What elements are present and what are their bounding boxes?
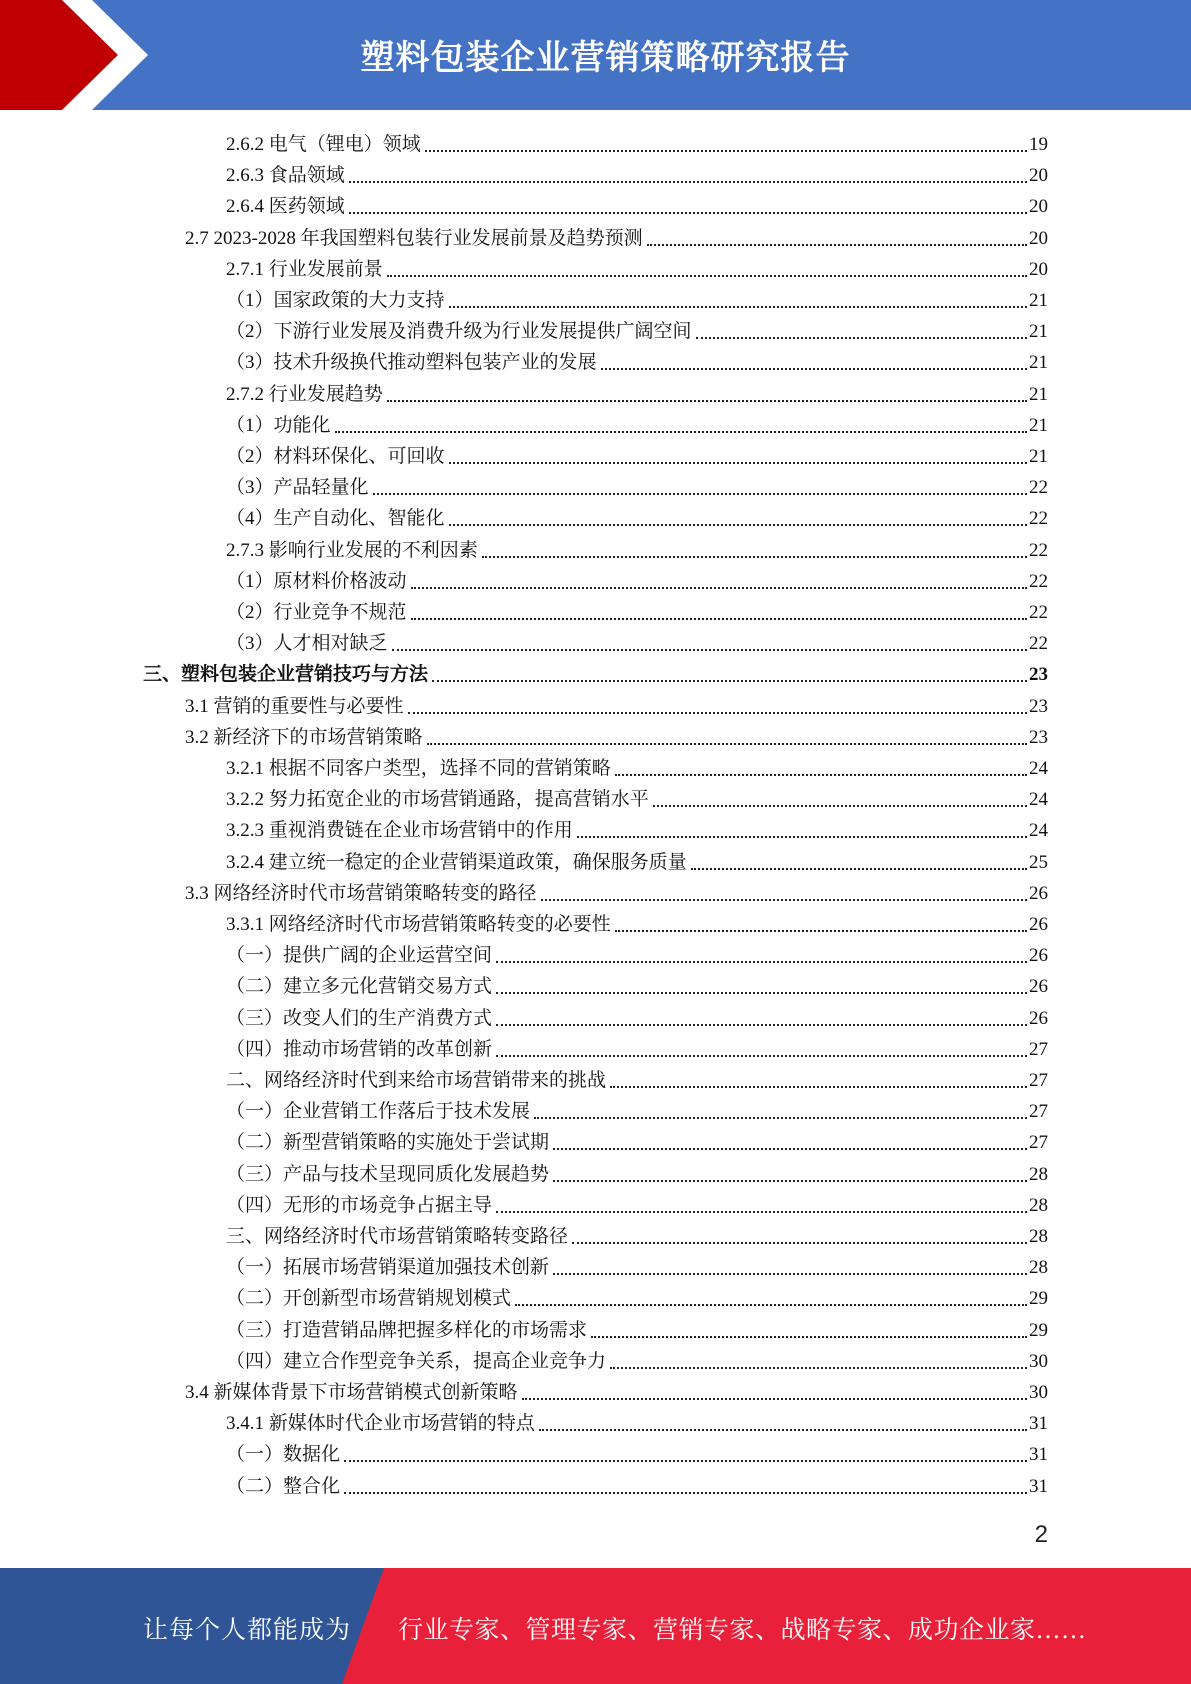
toc-entry[interactable] <box>226 377 1048 408</box>
toc-leader-dots <box>522 1397 1027 1400</box>
toc-entry[interactable] <box>226 345 1048 376</box>
toc-entry[interactable] <box>226 969 1048 1000</box>
toc-entry[interactable] <box>226 1188 1048 1219</box>
toc-entry[interactable] <box>185 720 1048 751</box>
toc-entry-label: 2.7.1 行业发展前景 <box>226 258 383 280</box>
toc-entry[interactable] <box>226 845 1048 876</box>
toc-entry[interactable] <box>143 657 1048 688</box>
toc-entry-label: 2.6.2 电气（锂电）领域 <box>226 134 421 155</box>
toc-entry-page: 23 <box>1029 695 1048 717</box>
toc-entry-page: 22 <box>1029 633 1048 655</box>
toc-entry-page: 30 <box>1029 1350 1048 1372</box>
toc-leader-dots <box>496 960 1027 963</box>
toc-entry-label: 3.2.1 根据不同客户类型，选择不同的营销策略 <box>226 758 611 779</box>
toc-leader-dots <box>482 555 1027 558</box>
toc-entry[interactable] <box>226 252 1048 283</box>
toc-leader-dots <box>653 804 1027 807</box>
toc-entry-label: （二）整合化 <box>226 1475 341 1497</box>
toc-entry[interactable] <box>226 626 1048 657</box>
toc-leader-dots <box>411 617 1027 620</box>
toc-leader-dots <box>427 742 1027 745</box>
toc-entry[interactable] <box>226 470 1048 501</box>
toc-entry-page: 23 <box>1029 664 1048 686</box>
toc-entry-page: 20 <box>1029 227 1048 249</box>
toc-leader-dots <box>615 773 1027 776</box>
toc-entry[interactable] <box>226 1250 1048 1281</box>
toc-entry[interactable] <box>226 1032 1048 1063</box>
toc-leader-dots <box>344 1459 1027 1462</box>
footer-slogan-left: 让每个人都能成为 <box>143 1617 352 1644</box>
toc-leader-dots <box>496 991 1027 994</box>
toc-entry[interactable] <box>226 408 1048 439</box>
toc-entry-page: 31 <box>1029 1475 1048 1497</box>
toc-entry-label: （3）技术升级换代推动塑料包装产业的发展 <box>226 352 597 374</box>
toc-entry-label: （一）企业营销工作落后于技术发展 <box>226 1101 531 1123</box>
toc-leader-dots <box>553 1272 1027 1275</box>
toc-leader-dots <box>610 1085 1027 1088</box>
toc-entry[interactable] <box>226 1157 1048 1188</box>
toc-entry-label: 2.7.2 行业发展趋势 <box>226 383 383 405</box>
toc-entry-page: 31 <box>1029 1444 1048 1466</box>
toc-entry-label: 2.7.3 影响行业发展的不利因素 <box>226 539 478 561</box>
toc-entry-page: 21 <box>1029 383 1048 405</box>
page-header <box>0 0 1191 110</box>
toc-entry-page: 28 <box>1029 1226 1048 1247</box>
toc-entry[interactable] <box>185 221 1048 252</box>
toc-entry[interactable] <box>226 1344 1048 1375</box>
toc-entry-label: 3.2 新经济下的市场营销策略 <box>185 726 423 748</box>
toc-entry[interactable] <box>226 439 1048 470</box>
toc-leader-dots <box>696 336 1027 339</box>
toc-entry-label: 3.2.4 建立统一稳定的企业营销渠道政策，确保服务质量 <box>226 851 687 873</box>
toc-entry-page: 28 <box>1029 1194 1048 1216</box>
toc-entry-page: 22 <box>1029 508 1048 530</box>
footer-slogan-right: 行业专家、管理专家、营销专家、战略专家、成功企业家…… <box>398 1617 1087 1644</box>
toc-entry[interactable] <box>185 689 1048 720</box>
toc-entry[interactable] <box>226 1469 1048 1500</box>
toc-leader-dots <box>387 399 1027 402</box>
toc-entry-label: 三、网络经济时代市场营销策略转变路径 <box>226 1226 569 1247</box>
toc-entry-label: （3）产品轻量化 <box>226 477 369 499</box>
toc-entry-page: 21 <box>1029 352 1048 374</box>
toc-entry-page: 22 <box>1029 539 1048 561</box>
toc-leader-dots <box>392 648 1027 651</box>
toc-entry[interactable] <box>226 283 1048 314</box>
toc-leader-dots <box>539 1428 1027 1431</box>
toc-entry-page: 24 <box>1029 820 1048 842</box>
toc-entry[interactable] <box>226 1125 1048 1156</box>
toc-entry-label: （二）新型营销策略的实施处于尝试期 <box>226 1132 550 1154</box>
toc-leader-dots <box>387 274 1027 277</box>
toc-entry-page: 25 <box>1029 851 1048 873</box>
toc-entry-page: 22 <box>1029 477 1048 499</box>
toc-leader-dots <box>691 867 1027 870</box>
toc-entry-label: （2）行业竞争不规范 <box>226 602 407 623</box>
toc-leader-dots <box>553 1147 1027 1150</box>
toc-entry-label: （一）提供广阔的企业运营空间 <box>226 945 493 967</box>
toc-entry-label: 3.3.1 网络经济时代市场营销策略转变的必要性 <box>226 914 611 935</box>
toc-entry[interactable] <box>185 1375 1048 1406</box>
toc-entry[interactable] <box>226 533 1048 564</box>
toc-leader-dots <box>349 211 1027 214</box>
toc-entry-page: 21 <box>1029 446 1048 467</box>
toc-entry[interactable] <box>226 907 1048 938</box>
toc-entry-label: （三）打造营销品牌把握多样化的市场需求 <box>226 1319 588 1341</box>
toc-entry[interactable] <box>226 501 1048 532</box>
toc-entry-label: （四）无形的市场竞争占据主导 <box>226 1194 493 1216</box>
toc-entry-label: 3.4.1 新媒体时代企业市场营销的特点 <box>226 1413 535 1435</box>
toc-leader-dots <box>432 679 1027 682</box>
toc-entry-page: 19 <box>1029 134 1048 155</box>
toc-entry-page: 27 <box>1029 1132 1048 1154</box>
toc-entry-label: （三）改变人们的生产消费方式 <box>226 1007 493 1029</box>
toc-entry-page: 28 <box>1029 1163 1048 1185</box>
toc-entry[interactable] <box>226 813 1048 844</box>
toc-leader-dots <box>553 1179 1027 1182</box>
toc-entry-label: 三、塑料包装企业营销技巧与方法 <box>143 664 429 686</box>
toc-leader-dots <box>647 243 1027 246</box>
toc-entry-page: 27 <box>1029 1070 1048 1091</box>
toc-entry[interactable] <box>226 1063 1048 1094</box>
toc-entry[interactable] <box>226 751 1048 782</box>
toc-entry-label: 二、网络经济时代到来给市场营销带来的挑战 <box>226 1070 607 1091</box>
toc-entry-label: 2.6.3 食品领域 <box>226 165 345 187</box>
toc-entry-page: 27 <box>1029 1038 1048 1060</box>
toc-leader-dots <box>425 149 1027 152</box>
toc-entry-label: （2）下游行业发展及消费升级为行业发展提供广阔空间 <box>226 321 692 343</box>
toc-entry-page: 20 <box>1029 196 1048 218</box>
toc-entry[interactable] <box>226 158 1048 189</box>
toc-entry[interactable] <box>226 314 1048 345</box>
toc-entry-page: 28 <box>1029 1257 1048 1279</box>
toc-entry[interactable] <box>226 938 1048 969</box>
toc-entry-label: （1）功能化 <box>226 414 331 436</box>
toc-leader-dots <box>449 523 1027 526</box>
toc-entry-page: 21 <box>1029 414 1048 436</box>
toc-entry[interactable] <box>226 1281 1048 1312</box>
toc-leader-dots <box>411 586 1027 589</box>
report-title: 塑料包装企业营销策略研究报告 <box>360 38 851 78</box>
toc-entry-page: 24 <box>1029 758 1048 779</box>
toc-leader-dots <box>615 929 1027 932</box>
toc-entry-page: 21 <box>1029 321 1048 343</box>
toc-leader-dots <box>591 1335 1027 1338</box>
toc-leader-dots <box>449 461 1027 464</box>
toc-entry[interactable] <box>226 1313 1048 1344</box>
toc-entry[interactable] <box>226 1219 1048 1250</box>
toc-entry[interactable] <box>226 189 1048 220</box>
toc-entry[interactable] <box>226 127 1048 158</box>
toc-entry-page: 22 <box>1029 570 1048 592</box>
toc-entry[interactable] <box>226 595 1048 626</box>
toc-leader-dots <box>496 1023 1027 1026</box>
toc-leader-dots <box>408 711 1027 714</box>
toc-entry-page: 26 <box>1029 945 1048 967</box>
toc-entry[interactable] <box>226 1001 1048 1032</box>
toc-leader-dots <box>610 1366 1027 1369</box>
toc-entry-page: 31 <box>1029 1413 1048 1435</box>
toc-entry-label: （四）建立合作型竞争关系，提高企业竞争力 <box>226 1350 607 1372</box>
page-footer <box>0 1568 1191 1684</box>
toc-entry-label: （2）材料环保化、可回收 <box>226 446 445 467</box>
toc-entry-page: 27 <box>1029 1101 1048 1123</box>
toc-entry-label: 2.7 2023-2028 年我国塑料包装行业发展前景及趋势预测 <box>185 227 643 249</box>
toc-entry[interactable] <box>226 564 1048 595</box>
toc-entry-page: 22 <box>1029 602 1048 623</box>
toc-entry-page: 26 <box>1029 976 1048 998</box>
toc-entry-label: （二）建立多元化营销交易方式 <box>226 976 493 998</box>
toc-entry-label: （四）推动市场营销的改革创新 <box>226 1038 493 1060</box>
toc-entry-label: 3.4 新媒体背景下市场营销模式创新策略 <box>185 1382 518 1403</box>
toc-entry-page: 26 <box>1029 882 1048 904</box>
toc-entry[interactable] <box>226 1437 1048 1468</box>
toc-entry-label: 3.2.3 重视消费链在企业市场营销中的作用 <box>226 820 573 842</box>
toc-leader-dots <box>496 1054 1027 1057</box>
toc-entry-page: 20 <box>1029 258 1048 280</box>
toc-entry-page: 20 <box>1029 165 1048 187</box>
toc-entry-label: （一）数据化 <box>226 1444 341 1466</box>
toc-leader-dots <box>515 1303 1027 1306</box>
toc-entry-label: （4）生产自动化、智能化 <box>226 508 445 530</box>
toc-entry-label: （一）拓展市场营销渠道加强技术创新 <box>226 1257 550 1279</box>
toc-leader-dots <box>449 305 1027 308</box>
toc-entry-label: 2.6.4 医药领域 <box>226 196 345 218</box>
toc-entry-page: 30 <box>1029 1382 1048 1403</box>
toc-entry-label: 3.1 营销的重要性与必要性 <box>185 695 404 717</box>
toc-leader-dots <box>349 180 1027 183</box>
toc-entry-page: 26 <box>1029 1007 1048 1029</box>
toc-leader-dots <box>601 367 1027 370</box>
toc-entry-label: （1）原材料价格波动 <box>226 570 407 592</box>
toc-entry-page: 26 <box>1029 914 1048 935</box>
toc-entry-page: 21 <box>1029 290 1048 311</box>
toc-entry-label: （三）产品与技术呈现同质化发展趋势 <box>226 1163 550 1185</box>
toc-leader-dots <box>577 835 1027 838</box>
page-number: 2 <box>1034 1521 1048 1548</box>
toc-entry[interactable] <box>226 782 1048 813</box>
toc-entry-label: 3.2.2 努力拓宽企业的市场营销通路，提高营销水平 <box>226 789 649 811</box>
toc-leader-dots <box>572 1241 1027 1244</box>
toc-entry-label: （3）人才相对缺乏 <box>226 633 388 655</box>
toc-leader-dots <box>541 898 1027 901</box>
toc-entry-page: 29 <box>1029 1288 1048 1310</box>
toc-leader-dots <box>534 1116 1027 1119</box>
toc-entry[interactable] <box>226 1094 1048 1125</box>
toc-entry-page: 23 <box>1029 726 1048 748</box>
toc-leader-dots <box>335 430 1027 433</box>
toc-leader-dots <box>344 1491 1027 1494</box>
toc-entry[interactable] <box>226 1406 1048 1437</box>
toc-entry-label: （1）国家政策的大力支持 <box>226 290 445 311</box>
toc-leader-dots <box>496 1210 1027 1213</box>
toc-entry-page: 24 <box>1029 789 1048 811</box>
toc-leader-dots <box>373 492 1027 495</box>
toc-entry-label: （二）开创新型市场营销规划模式 <box>226 1288 512 1310</box>
toc-entry-label: 3.3 网络经济时代市场营销策略转变的路径 <box>185 882 537 904</box>
toc-entry[interactable] <box>185 876 1048 907</box>
toc-entry-page: 29 <box>1029 1319 1048 1341</box>
